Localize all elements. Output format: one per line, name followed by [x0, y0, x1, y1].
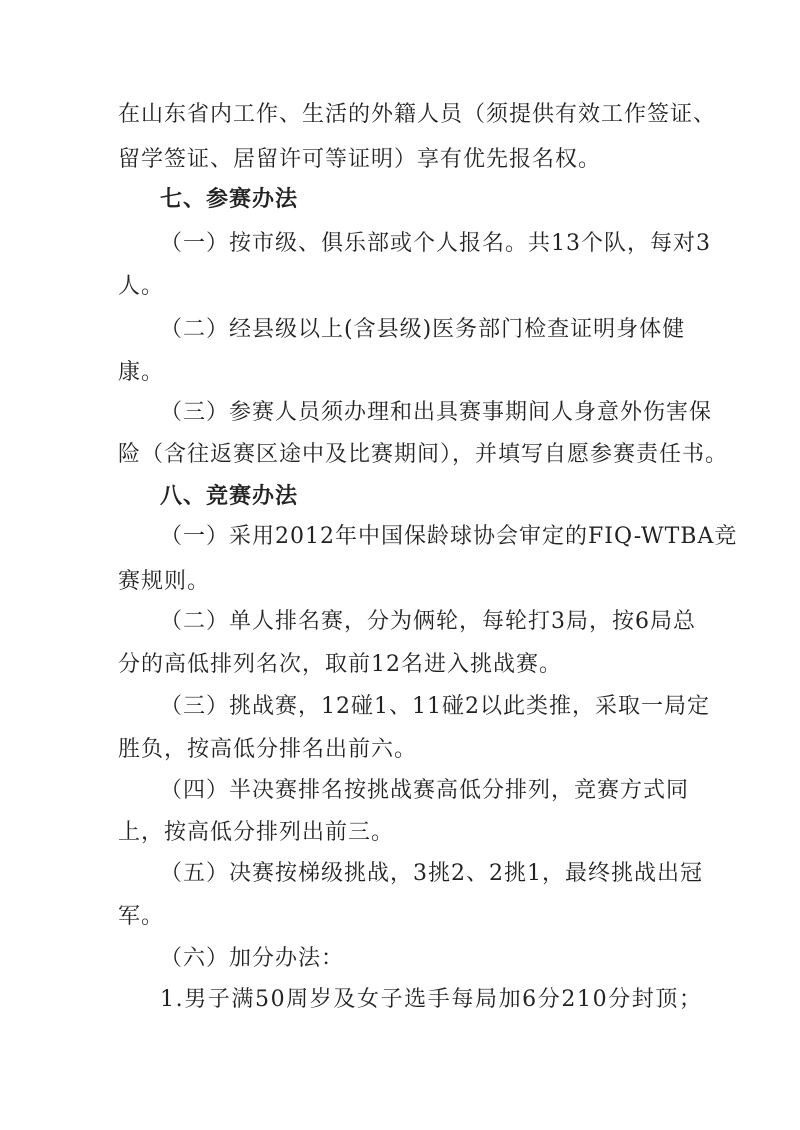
- paragraph-line: （三）挑战赛，12碰1、11碰2以此类推，采取一局定: [160, 694, 710, 719]
- paragraph-line: 险（含往返赛区途中及比赛期间），并填写自愿参赛责任书。: [118, 442, 729, 467]
- paragraph-line: （六）加分办法：: [160, 946, 345, 971]
- paragraph-line: 1.男子满50周岁及女子选手每局加6分210分封顶；: [160, 987, 703, 1012]
- paragraph-line: 分的高低排列名次，取前12名进入挑战赛。: [118, 652, 562, 677]
- paragraph-line: （二）单人排名赛，分为俩轮，每轮打3局，按6局总: [160, 609, 696, 634]
- paragraph-line: 人。: [118, 274, 165, 299]
- paragraph-line: 康。: [118, 360, 165, 385]
- paragraph-line: （五）决赛按梯级挑战，3挑2、2挑1，最终挑战出冠: [160, 861, 703, 886]
- paragraph-line: （一）按市级、俱乐部或个人报名。共13个队，每对3: [160, 231, 711, 256]
- section-heading-8: 八、竞赛办法: [160, 484, 299, 509]
- paragraph-line: 留学签证、居留许可等证明）享有优先报名权。: [118, 147, 602, 172]
- paragraph-line: （四）半决赛排名按挑战赛高低分排列，竞赛方式同: [160, 778, 690, 803]
- paragraph-line: 赛规则。: [118, 569, 211, 594]
- paragraph-line: （一）采用2012年中国保龄球协会审定的FIQ-WTBA竞: [160, 524, 738, 549]
- paragraph-line: 在山东省内工作、生活的外籍人员（须提供有效工作签证、: [118, 102, 717, 127]
- section-heading-7: 七、参赛办法: [160, 187, 299, 212]
- paragraph-line: 胜负，按高低分排名出前六。: [118, 737, 418, 762]
- paragraph-line: （二）经县级以上(含县级)医务部门检查证明身体健: [160, 317, 686, 342]
- paragraph-line: 军。: [118, 904, 165, 929]
- paragraph-line: 上，按高低分排列出前三。: [118, 820, 395, 845]
- paragraph-line: （三）参赛人员须办理和出具赛事期间人身意外伤害保: [160, 400, 713, 425]
